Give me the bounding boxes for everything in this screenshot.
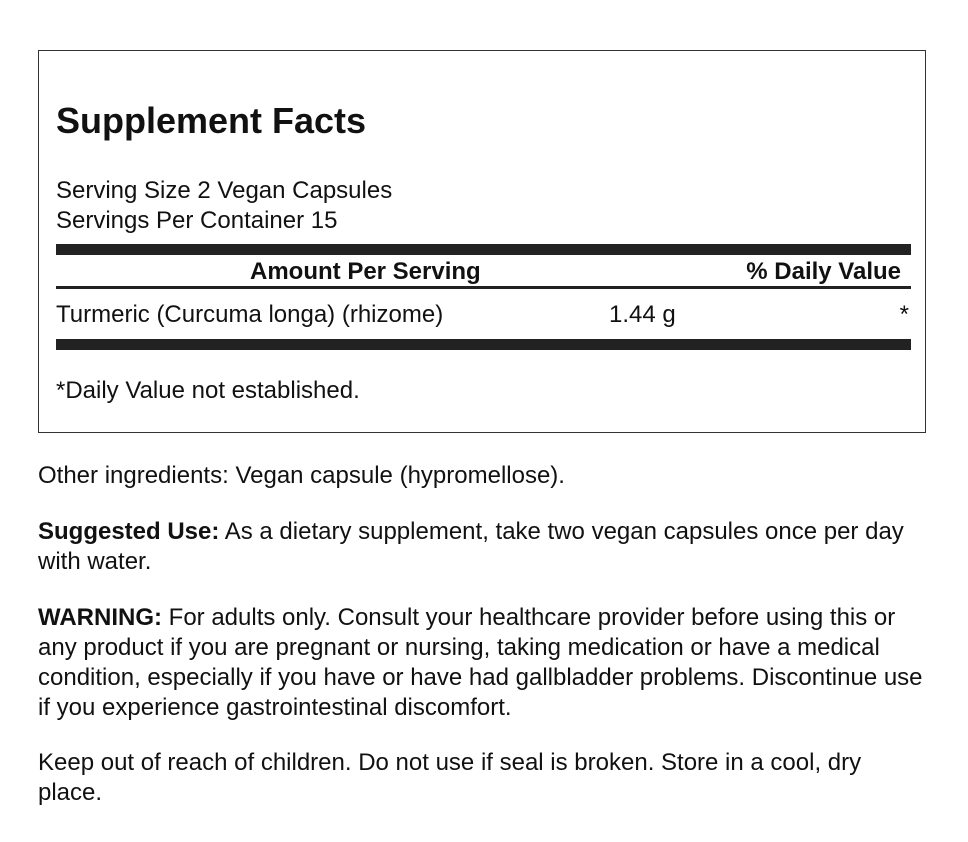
- ingredient-name: Turmeric (Curcuma longa) (rhizome): [56, 301, 444, 328]
- suggested-use-label: Suggested Use:: [38, 518, 220, 545]
- daily-value-header: % Daily Value: [746, 258, 901, 285]
- daily-value-footnote: *Daily Value not established.: [56, 377, 360, 404]
- servings-per-container: Servings Per Container 15: [56, 207, 338, 234]
- serving-size: Serving Size 2 Vegan Capsules: [56, 177, 393, 204]
- supplement-facts-panel: [38, 50, 926, 433]
- thick-divider-bottom: [56, 339, 911, 350]
- other-ingredients: Other ingredients: Vegan capsule (hypromellose).: [38, 462, 565, 489]
- thick-divider-top: [56, 244, 911, 255]
- thin-divider: [56, 286, 911, 289]
- warning: [38, 603, 928, 723]
- storage-instructions: Keep out of reach of children. Do not use if seal is broken. Store in a cool, dry place.: [38, 749, 862, 806]
- warning-label: WARNING:: [38, 604, 162, 631]
- ingredient-daily-value: *: [899, 301, 909, 328]
- suggested-use-text: As a dietary supplement, take two vegan capsules once per day with water.: [38, 518, 904, 575]
- suggested-use: [38, 517, 928, 577]
- amount-per-serving-header: Amount Per Serving: [250, 258, 481, 285]
- warning-text: For adults only. Consult your healthcare provider before using this or any product if you are pregnant or nursing, taking medication or have a medical condition, especially if you have or have had gallbladder problems. Discontinue use if you experience gastrointestinal discomfort.: [38, 604, 923, 721]
- facts-title: Supplement Facts: [56, 100, 367, 141]
- ingredient-amount: 1.44 g: [609, 301, 676, 328]
